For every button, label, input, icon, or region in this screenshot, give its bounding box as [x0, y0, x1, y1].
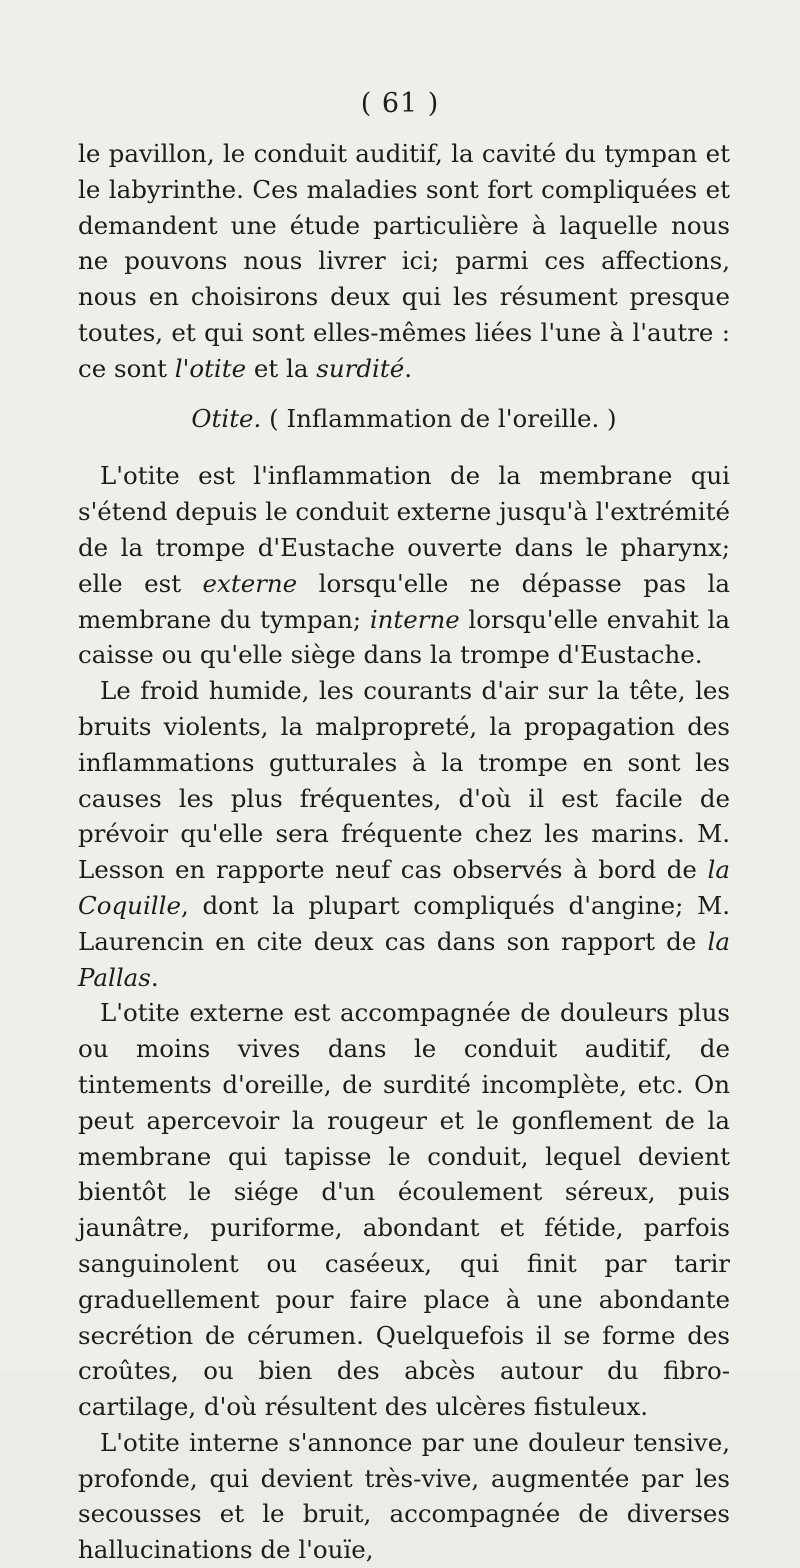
term-otite: l'otite	[174, 353, 247, 383]
sentence-end: .	[404, 353, 412, 383]
paragraph-continuation	[78, 136, 730, 387]
paragraph-text: L'otite externe est accompagnée de douleurs plus ou moins vives dans le conduit auditif, de tintements d'oreille, de surdité incomplète, etc. On peut apercevoir la rougeur et le gonflement de la membrane qui tapisse le conduit, lequel devient bientôt le siége d'un écoulement séreux, puis jaunâtre, puriforme, abondant et fétide, parfois sanguinolent ou caséeux, qui finit par tarir graduellement pour faire place à une abondante secrétion de cérumen. Quelquefois il se forme des croûtes, ou bien des abcès autour du fibro-cartilage, d'où résultent des ulcères fistuleux.	[78, 998, 730, 1422]
paragraph-text: , dont la plupart compliqués d'angine; M. Laurencin en cite deux cas dans son rapport de	[78, 890, 730, 956]
term-externe: externe	[202, 568, 298, 598]
paragraph-otite-externe	[78, 995, 730, 1425]
paragraph-text: le pavillon, le conduit auditif, la cavité du tympan et le labyrinthe. Ces maladies sont fort compliquées et demandent une étude particulière à laquelle nous ne pouvons nous livrer ici; parmi ces affections, nous en choisirons deux qui les résument presque toutes, et qui sont elles-mêmes liées l'une à l'autre : ce sont	[78, 139, 730, 383]
paragraph-otite-interne	[78, 1425, 730, 1568]
paragraph-text: L'otite est l'inflammation de la membrane qui s'étend depuis le conduit externe jusqu'à l'extrémité de la trompe d'Eustache ouverte dans le pharynx; elle est	[78, 461, 730, 598]
sentence-end: .	[150, 962, 159, 992]
paragraph-text: Le froid humide, les courants d'air sur la tête, les bruits violents, la malpropreté, la propagation des inflammations gutturales à la trompe en sont les causes les plus fréquentes, d'où il est facile de prévoir qu'elle sera fréquente chez les marins. M. Lesson en rapporte neuf cas observés à bord de	[78, 676, 730, 885]
section-heading	[78, 401, 730, 437]
body-text	[78, 136, 730, 1568]
ship-name-coquille: la Coquille	[78, 855, 730, 920]
ship-name-pallas: la Pallas	[78, 926, 730, 992]
paragraph-text: lorsqu'elle envahit la caisse ou qu'elle siège dans la trompe d'Eustache.	[78, 604, 730, 670]
section-subtitle: ( Inflammation de l'oreille. )	[261, 403, 617, 433]
paragraph-causes	[78, 673, 730, 995]
page-number: ( 61 )	[360, 88, 440, 119]
connector-text: et la	[246, 353, 317, 383]
term-interne: interne	[369, 604, 460, 634]
term-surdite: surdité	[316, 353, 405, 383]
section-title: Otite.	[191, 403, 262, 433]
paragraph-definition	[78, 458, 730, 673]
paragraph-text: lorsqu'elle ne dépasse pas la membrane du tympan;	[78, 568, 730, 634]
paragraph-text: L'otite interne s'annonce par une douleur tensive, profonde, qui devient très-vive, augmentée par les secousses et le bruit, accompagnée de diverses hallucinations de l'ouïe,	[78, 1427, 730, 1565]
